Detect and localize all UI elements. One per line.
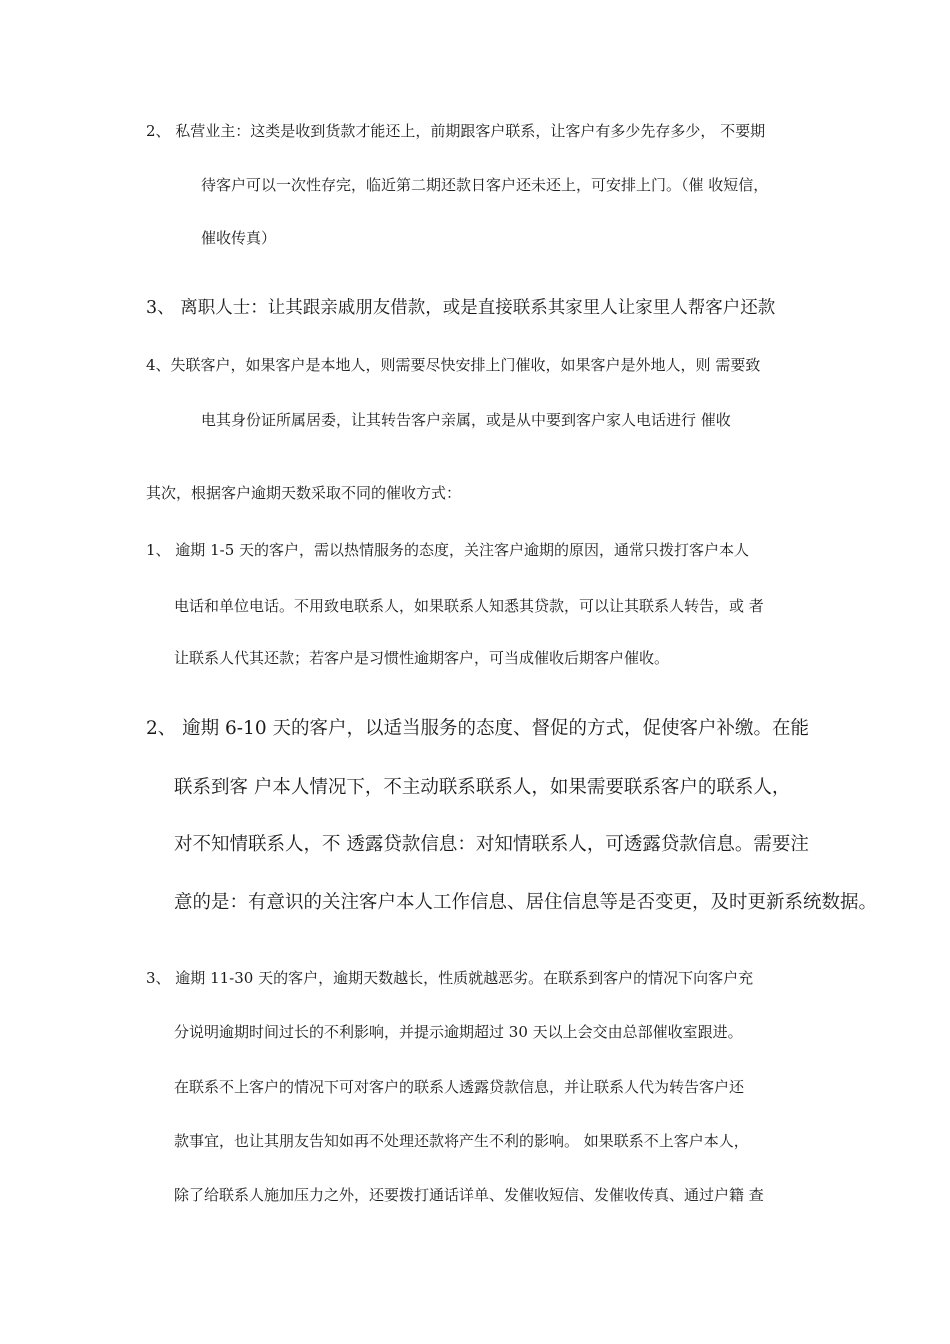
- paragraph-line: 电其身份证所属居委，让其转告客户亲属，或是从中要到客户家人电话进行 催收: [201, 411, 731, 429]
- paragraph-line: 3、 逾期 11-30 天的客户，逾期天数越长，性质就越恶劣。在联系到客户的情况下向客户充: [146, 969, 754, 987]
- paragraph-line: 意的是：有意识的关注客户本人工作信息、居住信息等是否变更，及时更新系统数据。: [174, 892, 878, 913]
- paragraph-line: 2、 逾期 6-10 天的客户，以适当服务的态度、督促的方式，促使客户补缴。在能: [146, 718, 809, 739]
- paragraph-line: 催收传真）: [201, 229, 277, 247]
- paragraph-line: 对不知情联系人，不 透露贷款信息：对知情联系人，可透露贷款信息。需要注: [174, 834, 809, 855]
- paragraph-line: 1、 逾期 1-5 天的客户，需以热情服务的态度，关注客户逾期的原因，通常只拨打客户本人: [146, 541, 750, 559]
- paragraph-line: 款事宜，也让其朋友告知如再不处理还款将产生不利的影响。 如果联系不上客户本人，: [174, 1132, 749, 1150]
- paragraph-line: 联系到客 户本人情况下，不主动联系联系人，如果需要联系客户的联系人，: [174, 777, 791, 798]
- paragraph-line: 3、 离职人士：让其跟亲戚朋友借款，或是直接联系其家里人让家里人帮客户还款: [146, 298, 776, 318]
- paragraph-line: 待客户可以一次性存完，临近第二期还款日客户还未还上，可安排上门。（催 收短信，: [201, 176, 769, 194]
- paragraph-line: 分说明逾期时间过长的不利影响，并提示逾期超过 30 天以上会交由总部催收室跟进。: [174, 1023, 743, 1041]
- paragraph-line: 让联系人代其还款；若客户是习惯性逾期客户，可当成催收后期客户催收。: [174, 649, 670, 667]
- paragraph-line: 除了给联系人施加压力之外，还要拨打通话详单、发催收短信、发催收传真、通过户籍 查: [174, 1186, 764, 1204]
- paragraph-line: 其次，根据客户逾期天数采取不同的催收方式：: [146, 484, 462, 502]
- paragraph-line: 2、 私营业主：这类是收到货款才能还上，前期跟客户联系，让客户有多少先存多少， 不要期: [146, 122, 766, 140]
- paragraph-line: 电话和单位电话。不用致电联系人，如果联系人知悉其贷款，可以让其联系人转告，或 者: [174, 597, 764, 615]
- paragraph-line: 在联系不上客户的情况下可对客户的联系人透露贷款信息，并让联系人代为转告客户还: [174, 1078, 745, 1096]
- paragraph-line: 4、失联客户，如果客户是本地人，则需要尽快安排上门催收，如果客户是外地人，则 需要致: [146, 356, 761, 374]
